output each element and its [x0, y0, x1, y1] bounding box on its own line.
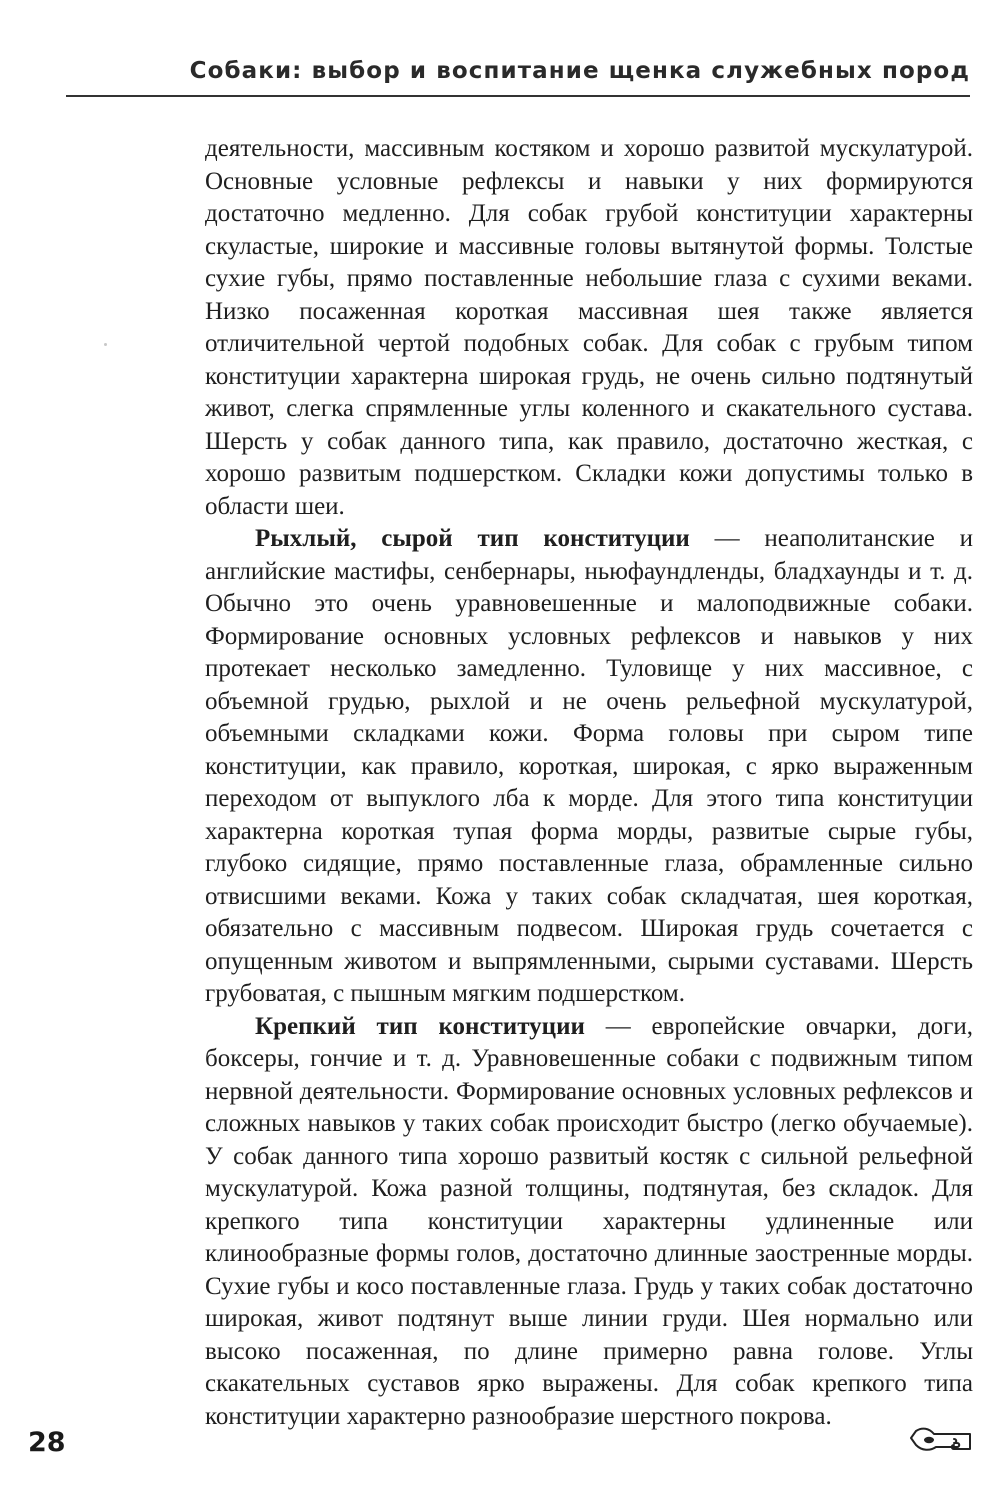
- page-number: 28: [28, 1427, 66, 1458]
- body-text: [205, 133, 973, 1433]
- running-header-title: Собаки: выбор и воспитание щенка служебных пород: [189, 58, 970, 84]
- header-rule: [66, 95, 970, 97]
- term-loose-type: Рыхлый, сырой тип конституции: [255, 525, 690, 552]
- paragraph-text: деятельности, массивным костяком и хорошо развитой мускулатурой. Основные условные рефлексы и навыки у них формируются достаточно медленно. Для собак грубой конституции характерны скуластые, широкие и массивные головы вытянутой формы. Толстые сухие губы, прямо поставленные небольшие глаза с сухими веками. Низко посаженная короткая массивная шея также является отличительной чертой подобных собак. Для собак с грубым типом конституции характерна широкая грудь, не очень сильно подтянутый живот, слегка спрямленные углы коленного и скакательного сустава. Шерсть у собак данного типа, как правило, достаточно жесткая, с хорошо развитым подшерстком. Складки кожи допустимы только в области шеи.: [205, 135, 973, 520]
- term-strong-type: Крепкий тип конституции: [255, 1012, 585, 1040]
- paragraph-coarse-type-continued: [205, 133, 973, 523]
- margin-speck: [104, 343, 107, 346]
- paragraph-text: — неаполитанские и английские мастифы, сенбернары, ньюфаундленды, бладхаунды и т. д. Обычно это очень уравновешенные и малоподвижные собаки. Формирование основных условных рефлексов и навыков у них протекает несколько замедленно. Туловище у них массивное, с объемной грудью, рыхлой и не очень рельефной мускулатурой, объемными складками кожи. Форма головы при сыром типе конституции, как правило, короткая, широкая, с ярко выраженным переходом от выпуклого лба к морде. Для этого типа конституции характерна короткая тупая форма морды, развитые сырые губы, глубоко сидящие, прямо поставленные глаза, обрамленные сильно отвисшими веками. Кожа у таких собак складчатая, шея короткая, обязательно с массивным подвесом. Широкая грудь сочетается с опущенным животом и выпрямленными, сырыми суставами. Шерсть грубоватая, с пышным мягким подшерстком.: [205, 525, 973, 1007]
- paragraph-strong-type: [205, 1011, 973, 1434]
- pointing-hand-icon: [910, 1423, 972, 1457]
- paragraph-text: — европейские овчарки, доги, боксеры, гончие и т. д. Уравновешенные собаки с подвижным типом нервной деятельности. Формирование основных условных рефлексов и сложных навыков у таких собак происходит быстро (легко обучаемые). У собак данного типа хорошо развитый костяк с сильной рельефной мускулатурой. Кожа разной толщины, подтянутая, без складок. Для крепкого типа конституции характерны удлиненные или клинообразные формы голов, достаточно длинные заостренные морды. Сухие губы и косо поставленные глаза. Грудь у таких собак достаточно широкая, живот подтянут выше линии груди. Шея нормально или высоко посаженная, по длине примерно равна голове. Углы скакательных суставов ярко выражены. Для собак крепкого типа конституции характерно разнообразие шерстного покрова.: [205, 1012, 974, 1430]
- paragraph-loose-type: [205, 523, 973, 1011]
